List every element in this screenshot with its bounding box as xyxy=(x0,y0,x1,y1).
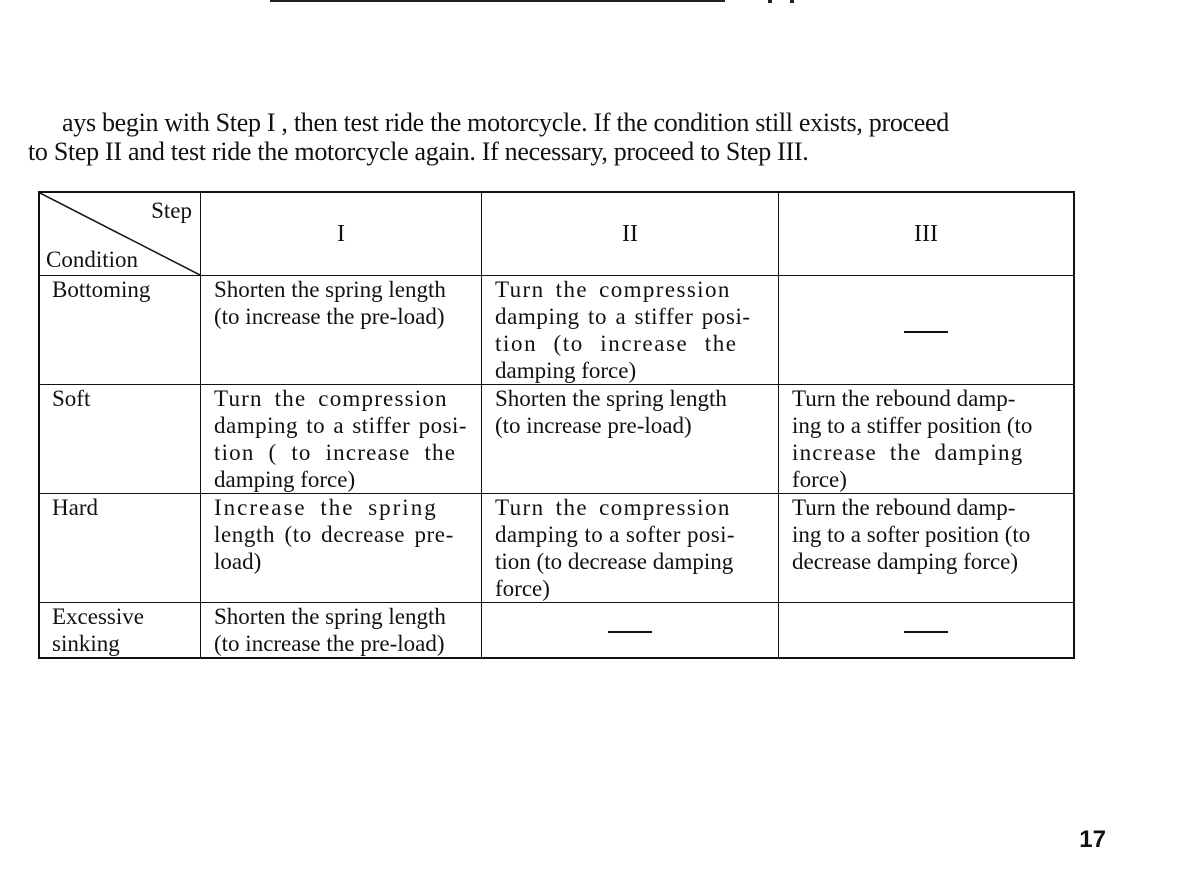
cell-line: Excessive xyxy=(52,604,144,629)
table-row xyxy=(39,603,1074,659)
cell-line: Shorten the spring length xyxy=(495,386,727,411)
table-row xyxy=(39,276,1074,385)
table-header-row xyxy=(39,192,1074,276)
step-I-cell xyxy=(201,603,482,659)
corner-header xyxy=(39,192,201,276)
adjustment-table xyxy=(38,191,1075,659)
cell-line: Shorten the spring length xyxy=(214,277,446,302)
dash-placeholder xyxy=(904,331,948,333)
empty-step-III-cell xyxy=(779,276,1075,385)
cell-line: length (to decrease pre- xyxy=(214,522,454,547)
cell-line: tion (to increase the xyxy=(495,331,738,356)
cell-line: damping force) xyxy=(495,358,637,383)
cell-line: (to increase pre-load) xyxy=(495,413,692,438)
cell-line: ing to a softer position (to xyxy=(792,522,1031,547)
empty-step-III-cell xyxy=(779,603,1075,659)
cell-line: tion ( to increase the xyxy=(214,440,457,465)
cell-line: Turn the rebound damp- xyxy=(792,386,1016,411)
condition-cell: Bottoming xyxy=(39,276,201,385)
cell-line: damping to a softer posi- xyxy=(495,522,735,547)
table-row xyxy=(39,385,1074,494)
top-tick-mark xyxy=(768,0,772,3)
cell-line: sinking xyxy=(52,631,120,656)
cell-line: (to increase the pre-load) xyxy=(214,304,445,329)
page-number: 17 xyxy=(1079,826,1106,853)
step-II-cell xyxy=(482,276,779,385)
step-I-cell xyxy=(201,385,482,494)
condition-cell: Hard xyxy=(39,494,201,603)
cell-line: increase the damping xyxy=(792,440,1024,465)
empty-step-II-cell xyxy=(482,603,779,659)
cell-line: Turn the compression xyxy=(214,386,448,411)
condition-cell: Soft xyxy=(39,385,201,494)
step-III-cell xyxy=(779,494,1075,603)
intro-line-1: ays begin with Step I , then test ride the motorcycle. If the condition still exists, proceed xyxy=(62,108,949,137)
table-row xyxy=(39,494,1074,603)
dash-placeholder xyxy=(608,631,652,633)
cell-line: ing to a stiffer position (to xyxy=(792,413,1033,438)
top-rule xyxy=(270,0,725,2)
cell-line: Turn the compression xyxy=(495,277,731,302)
cell-line: Shorten the spring length xyxy=(214,604,446,629)
cell-line: damping to a stiffer posi- xyxy=(214,413,468,438)
step-II-cell xyxy=(482,494,779,603)
step-header-III: III xyxy=(779,192,1075,276)
cell-line: force) xyxy=(792,467,847,492)
cell-line: damping force) xyxy=(214,467,356,492)
intro-line-2: to Step II and test ride the motorcycle again. If necessary, proceed to Step III. xyxy=(28,137,809,166)
cell-line: decrease damping force) xyxy=(792,549,1019,574)
cell-line: Turn the compression xyxy=(495,495,731,520)
intro-paragraph xyxy=(28,108,1118,166)
condition-cell xyxy=(39,603,201,659)
step-III-cell xyxy=(779,385,1075,494)
step-header-label: Step xyxy=(151,198,192,223)
step-header-II: II xyxy=(482,192,779,276)
step-I-cell xyxy=(201,494,482,603)
top-tick-mark xyxy=(790,0,794,3)
dash-placeholder xyxy=(904,631,948,633)
cell-line: load) xyxy=(214,549,262,574)
step-I-cell xyxy=(201,276,482,385)
cell-line: (to increase the pre-load) xyxy=(214,631,445,656)
condition-header-label: Condition xyxy=(46,247,139,272)
cell-line: Turn the rebound damp- xyxy=(792,495,1016,520)
step-header-I: I xyxy=(201,192,482,276)
cell-line: tion (to decrease damping xyxy=(495,549,734,574)
cell-line: damping to a stiffer posi- xyxy=(495,304,751,329)
cell-line: force) xyxy=(495,576,550,601)
cell-line: Increase the spring xyxy=(214,495,438,520)
step-II-cell xyxy=(482,385,779,494)
